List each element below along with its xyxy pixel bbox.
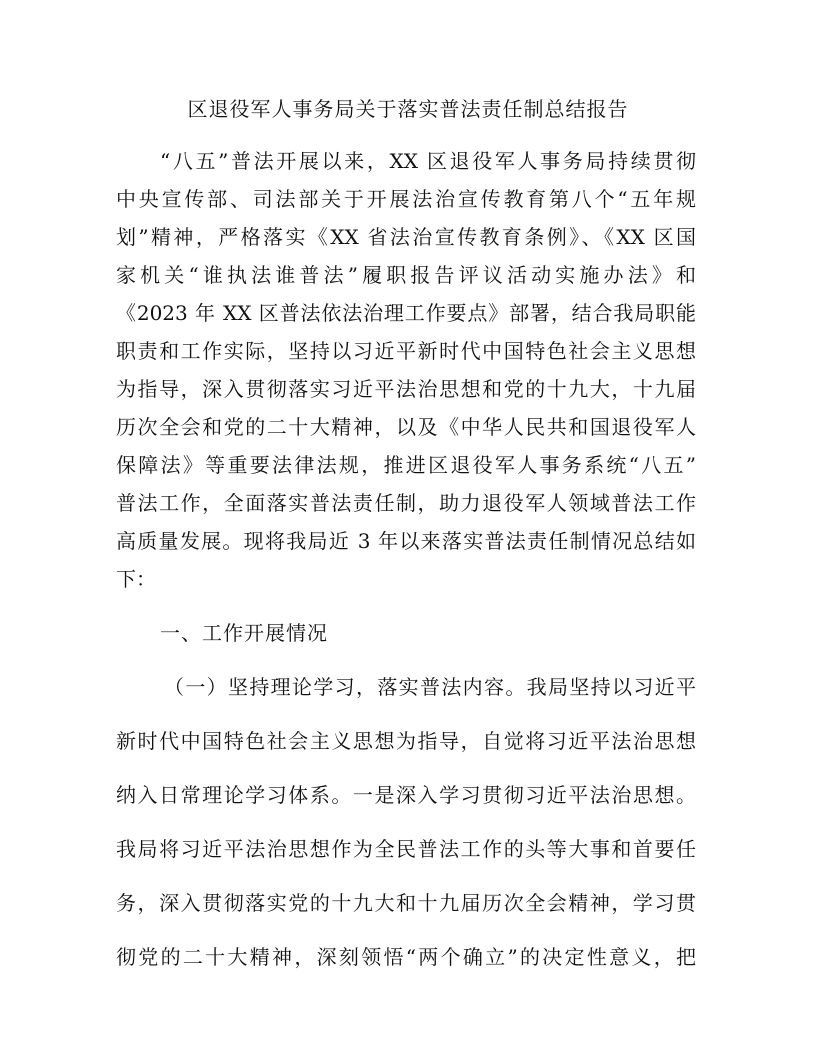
paragraph-line: 《2023 年 XX 区普法依法治理工作要点》部署，结合我局职能 — [116, 301, 696, 325]
paragraph-line: （一）坚持理论学习，落实普法内容。我局坚持以习近平 — [164, 675, 696, 699]
paragraph-line: 划”精神，严格落实《XX 省法治宣传教育条例》、《XX 区国 — [116, 225, 696, 249]
paragraph-line: 历次全会和党的二十大精神，以及《中华人民共和国退役军人 — [116, 415, 696, 439]
paragraph-line: 保障法》等重要法律法规，推进区退役军人事务系统“八五” — [116, 453, 696, 477]
paragraph-line: 普法工作，全面落实普法责任制，助力退役军人领域普法工作 — [116, 491, 696, 515]
paragraph-line: 我局将习近平法治思想作为全民普法工作的头等大事和首要任 — [116, 837, 696, 861]
paragraph-line: 家机关“谁执法谁普法”履职报告评议活动实施办法》和 — [116, 263, 696, 287]
paragraph-line: 彻党的二十大精神，深刻领悟“两个确立”的决定性意义，把 — [116, 945, 696, 969]
paragraph-line: “八五”普法开展以来，XX 区退役军人事务局持续贯彻 — [160, 149, 696, 173]
paragraph-line: 务，深入贯彻落实党的十九大和十九届历次全会精神，学习贯 — [116, 891, 696, 915]
section-heading: 一、工作开展情况 — [160, 621, 328, 645]
paragraph-line: 高质量发展。现将我局近 3 年以来落实普法责任制情况总结如 — [116, 529, 696, 553]
paragraph-line: 下： — [116, 567, 156, 591]
document-title: 区退役军人事务局关于落实普法责任制总结报告 — [187, 97, 629, 121]
paragraph-line: 新时代中国特色社会主义思想为指导，自觉将习近平法治思想 — [116, 729, 696, 753]
paragraph-line: 纳入日常理论学习体系。一是深入学习贯彻习近平法治思想。 — [116, 783, 696, 807]
paragraph-line: 中央宣传部、司法部关于开展法治宣传教育第八个“五年规 — [116, 187, 696, 211]
paragraph-line: 职责和工作实际，坚持以习近平新时代中国特色社会主义思想 — [116, 339, 696, 363]
paragraph-line: 为指导，深入贯彻落实习近平法治思想和党的十九大，十九届 — [116, 377, 696, 401]
